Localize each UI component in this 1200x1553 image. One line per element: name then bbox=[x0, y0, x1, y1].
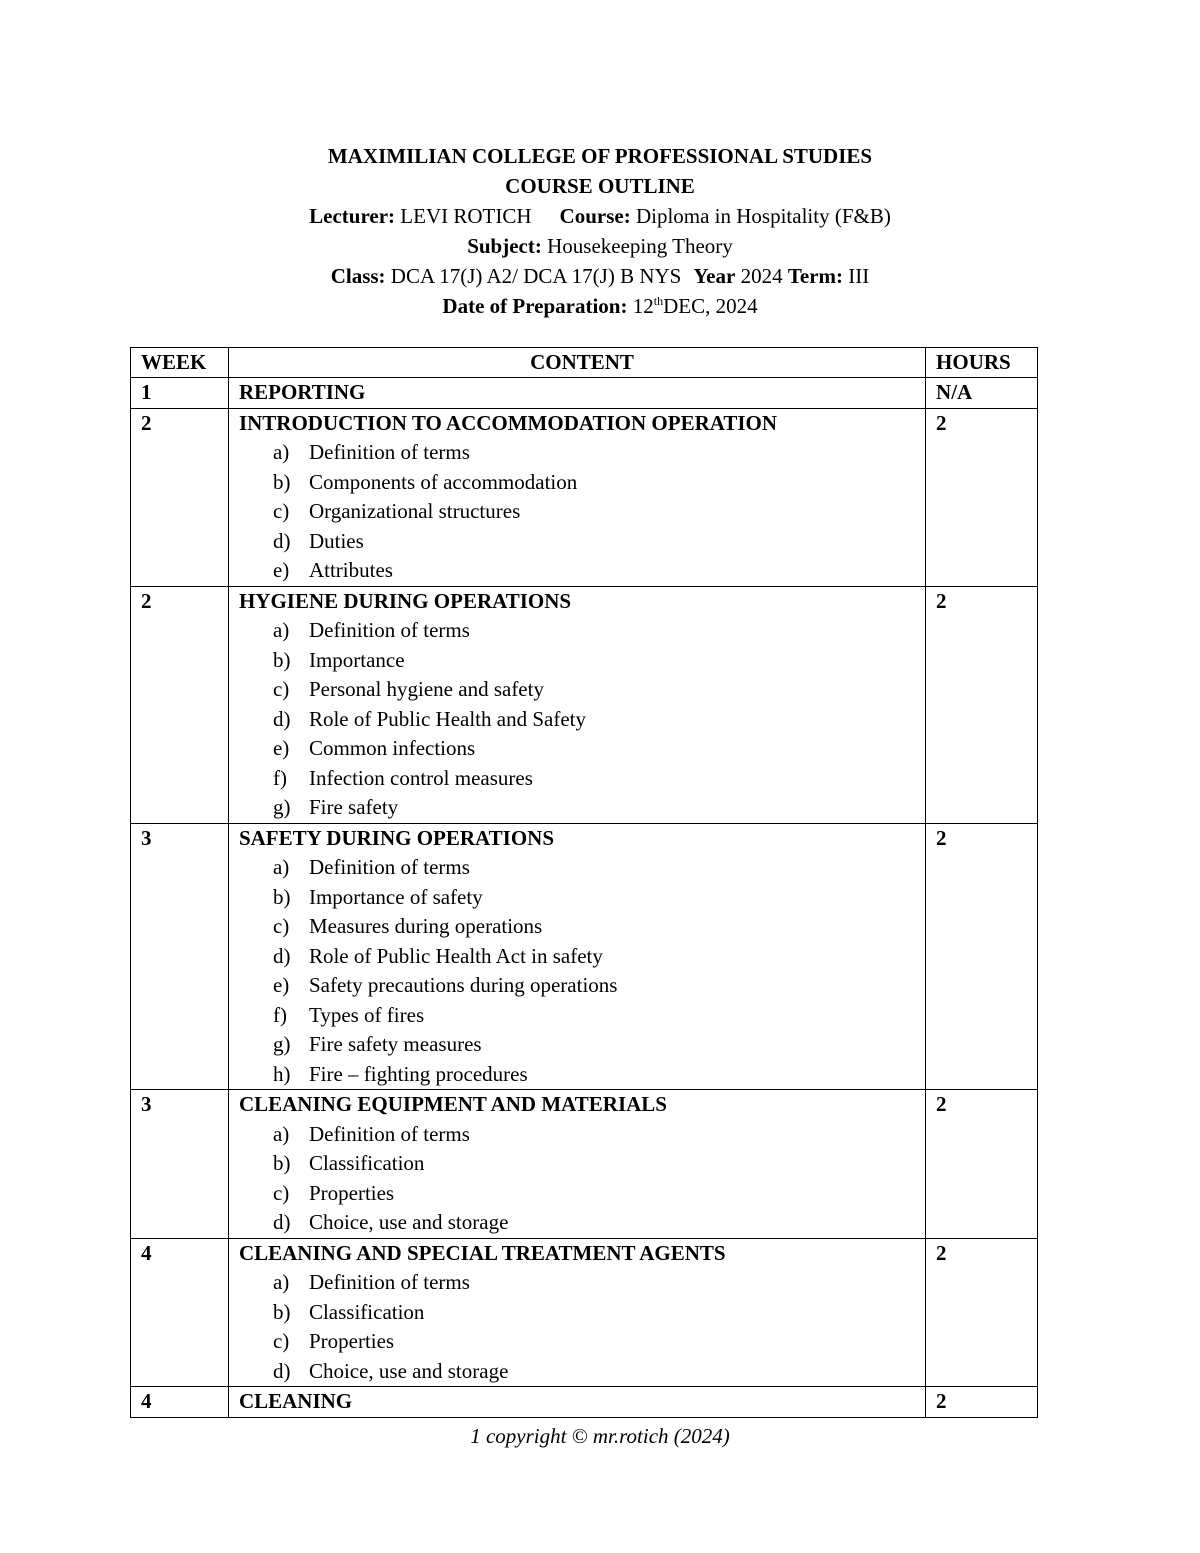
list-item bbox=[239, 468, 925, 498]
list-item-text: Duties bbox=[308, 528, 364, 553]
list-marker: d) bbox=[272, 528, 291, 553]
week-cell: 1 bbox=[131, 378, 229, 409]
copyright-footer: 1 copyright © mr.rotich (2024) bbox=[470, 1424, 730, 1448]
hours-cell: 2 bbox=[926, 1387, 1038, 1418]
hours-header: HOURS bbox=[926, 348, 1038, 378]
list-item bbox=[239, 734, 925, 764]
class-value: DCA 17(J) A2/ DCA 17(J) B NYS bbox=[390, 264, 682, 288]
topic-title: HYGIENE DURING OPERATIONS bbox=[238, 588, 572, 613]
list-item-text: Choice, use and storage bbox=[308, 1358, 509, 1383]
list-item bbox=[239, 793, 925, 823]
content-cell bbox=[228, 1387, 925, 1418]
hours-cell: 2 bbox=[926, 1238, 1038, 1387]
list-item bbox=[239, 705, 925, 735]
table-row bbox=[131, 1090, 1038, 1239]
list-marker: c) bbox=[272, 1180, 290, 1205]
topic-title: REPORTING bbox=[238, 380, 366, 404]
list-item bbox=[239, 1030, 925, 1060]
list-item-text: Importance bbox=[308, 647, 405, 672]
content-cell bbox=[228, 1090, 925, 1239]
week-cell: 4 bbox=[131, 1387, 229, 1418]
list-marker: c) bbox=[272, 677, 290, 701]
date-suffix: th bbox=[653, 294, 664, 308]
list-item bbox=[239, 675, 925, 705]
list-item bbox=[239, 764, 925, 794]
list-item bbox=[239, 1298, 925, 1328]
document-title: COURSE OUTLINE bbox=[505, 174, 695, 198]
term-value: III bbox=[848, 264, 870, 288]
college-name: MAXIMILIAN COLLEGE OF PROFESSIONAL STUDIES bbox=[327, 144, 873, 168]
list-item bbox=[239, 1208, 925, 1238]
list-item-text: Properties bbox=[308, 1329, 395, 1353]
list-marker: c) bbox=[272, 1329, 290, 1353]
subject-value: Housekeeping Theory bbox=[547, 234, 733, 258]
subtopic-list bbox=[239, 438, 925, 586]
list-item bbox=[239, 942, 925, 972]
list-item bbox=[239, 616, 925, 646]
week-cell: 2 bbox=[131, 586, 229, 823]
lecturer-label: Lecturer: bbox=[309, 204, 396, 228]
list-marker: a) bbox=[272, 1121, 290, 1146]
subtopic-list bbox=[239, 1120, 925, 1238]
list-marker: a) bbox=[272, 855, 290, 879]
list-item-text: Importance of safety bbox=[308, 884, 483, 909]
list-item-text: Fire – fighting procedures bbox=[308, 1061, 528, 1086]
subtopic-list bbox=[239, 1268, 925, 1386]
list-item-text: Definition of terms bbox=[308, 1270, 470, 1294]
list-item-text: Types of fires bbox=[308, 1002, 425, 1027]
week-cell: 4 bbox=[131, 1238, 229, 1387]
content-cell bbox=[228, 1238, 925, 1387]
list-item bbox=[239, 1149, 925, 1179]
list-item-text: Safety precautions during operations bbox=[308, 973, 618, 997]
course-label: Course: bbox=[559, 204, 631, 228]
hours-cell: 2 bbox=[926, 408, 1038, 586]
document-header bbox=[0, 141, 1200, 321]
list-item-text: Measures during operations bbox=[308, 914, 543, 938]
list-marker: b) bbox=[272, 647, 291, 672]
list-item-text: Choice, use and storage bbox=[308, 1210, 509, 1234]
class-label: Class: bbox=[330, 264, 386, 288]
hours-cell: 2 bbox=[926, 586, 1038, 823]
content-header: CONTENT bbox=[228, 348, 925, 378]
list-marker: f) bbox=[272, 765, 287, 790]
list-item bbox=[239, 1327, 925, 1357]
date-label: Date of Preparation: bbox=[442, 294, 628, 318]
hours-cell: 2 bbox=[926, 823, 1038, 1090]
list-item-text: Properties bbox=[308, 1180, 395, 1205]
class-year-term-line bbox=[0, 261, 1200, 291]
list-item-text: Classification bbox=[308, 1299, 425, 1324]
list-marker: d) bbox=[272, 706, 291, 731]
list-marker: a) bbox=[272, 618, 290, 642]
list-item-text: Fire safety measures bbox=[308, 1032, 482, 1056]
list-marker: d) bbox=[272, 1358, 291, 1383]
list-marker: b) bbox=[272, 884, 291, 909]
table-row bbox=[131, 408, 1038, 586]
list-item-text: Classification bbox=[308, 1151, 425, 1175]
list-item bbox=[239, 556, 925, 586]
table-row bbox=[131, 1387, 1038, 1418]
list-item-text: Definition of terms bbox=[308, 618, 470, 642]
week-cell: 2 bbox=[131, 408, 229, 586]
topic-title: CLEANING bbox=[238, 1389, 353, 1413]
content-cell bbox=[228, 823, 925, 1090]
list-item bbox=[239, 438, 925, 468]
list-item-text: Common infections bbox=[308, 736, 476, 760]
subtopic-list bbox=[239, 853, 925, 1089]
list-item-text: Role of Public Health Act in safety bbox=[308, 943, 603, 968]
list-marker: h) bbox=[272, 1061, 291, 1086]
year-value: 2024 bbox=[740, 264, 783, 288]
list-marker: e) bbox=[272, 736, 290, 760]
list-item bbox=[239, 1179, 925, 1209]
list-marker: f) bbox=[272, 1002, 287, 1027]
list-item-text: Role of Public Health and Safety bbox=[308, 706, 586, 731]
list-item bbox=[239, 1001, 925, 1031]
list-item bbox=[239, 646, 925, 676]
topic-title: CLEANING EQUIPMENT AND MATERIALS bbox=[238, 1092, 667, 1116]
list-marker: a) bbox=[272, 440, 290, 464]
year-label: Year bbox=[693, 264, 736, 288]
table-body bbox=[131, 378, 1038, 1418]
table-row bbox=[131, 823, 1038, 1090]
topic-title: INTRODUCTION TO ACCOMMODATION OPERATION bbox=[238, 410, 778, 435]
subtopic-list bbox=[239, 616, 925, 823]
list-item-text: Organizational structures bbox=[308, 499, 521, 523]
list-item bbox=[239, 497, 925, 527]
list-item bbox=[239, 527, 925, 557]
list-item bbox=[239, 1268, 925, 1298]
list-marker: d) bbox=[272, 1210, 291, 1234]
lecturer-value: LEVI ROTICH bbox=[400, 204, 532, 228]
list-item-text: Fire safety bbox=[308, 795, 399, 819]
table-row bbox=[131, 1238, 1038, 1387]
list-marker: c) bbox=[272, 499, 290, 523]
week-cell: 3 bbox=[131, 823, 229, 1090]
date-rest: DEC, 2024 bbox=[663, 294, 758, 318]
list-item bbox=[239, 1357, 925, 1387]
list-item-text: Definition of terms bbox=[308, 1121, 470, 1146]
date-day: 12 bbox=[632, 294, 654, 318]
term-label: Term: bbox=[787, 264, 844, 288]
list-item-text: Infection control measures bbox=[308, 765, 533, 790]
list-marker: e) bbox=[272, 558, 290, 582]
list-marker: e) bbox=[272, 973, 290, 997]
week-cell: 3 bbox=[131, 1090, 229, 1239]
course-value: Diploma in Hospitality (F&B) bbox=[635, 204, 891, 228]
list-item-text: Components of accommodation bbox=[308, 469, 578, 494]
list-item-text: Attributes bbox=[308, 558, 393, 582]
lecturer-course-line bbox=[0, 201, 1200, 231]
content-cell bbox=[228, 378, 925, 409]
course-outline-table bbox=[130, 347, 1038, 1418]
list-item bbox=[239, 1060, 925, 1090]
list-item-text: Definition of terms bbox=[308, 440, 470, 464]
hours-cell: N/A bbox=[926, 378, 1038, 409]
list-marker: c) bbox=[272, 914, 290, 938]
list-marker: b) bbox=[272, 1151, 291, 1175]
week-header: WEEK bbox=[131, 348, 229, 378]
subject-line bbox=[0, 231, 1200, 261]
topic-title: SAFETY DURING OPERATIONS bbox=[238, 825, 554, 850]
list-marker: d) bbox=[272, 943, 291, 968]
list-item bbox=[239, 883, 925, 913]
topic-title: CLEANING AND SPECIAL TREATMENT AGENTS bbox=[238, 1240, 726, 1265]
list-item bbox=[239, 912, 925, 942]
content-cell bbox=[228, 586, 925, 823]
hours-cell: 2 bbox=[926, 1090, 1038, 1239]
table-row bbox=[131, 378, 1038, 409]
list-marker: g) bbox=[272, 795, 291, 819]
subject-label: Subject: bbox=[467, 234, 542, 258]
list-item bbox=[239, 971, 925, 1001]
list-marker: a) bbox=[272, 1270, 290, 1294]
list-marker: b) bbox=[272, 469, 291, 494]
list-marker: b) bbox=[272, 1299, 291, 1324]
list-item-text: Definition of terms bbox=[308, 855, 470, 879]
date-line bbox=[0, 291, 1200, 321]
list-item bbox=[239, 853, 925, 883]
table-row bbox=[131, 586, 1038, 823]
list-item-text: Personal hygiene and safety bbox=[308, 677, 544, 701]
list-marker: g) bbox=[272, 1032, 291, 1056]
content-cell bbox=[228, 408, 925, 586]
table-header-row bbox=[131, 348, 1038, 378]
list-item bbox=[239, 1120, 925, 1150]
